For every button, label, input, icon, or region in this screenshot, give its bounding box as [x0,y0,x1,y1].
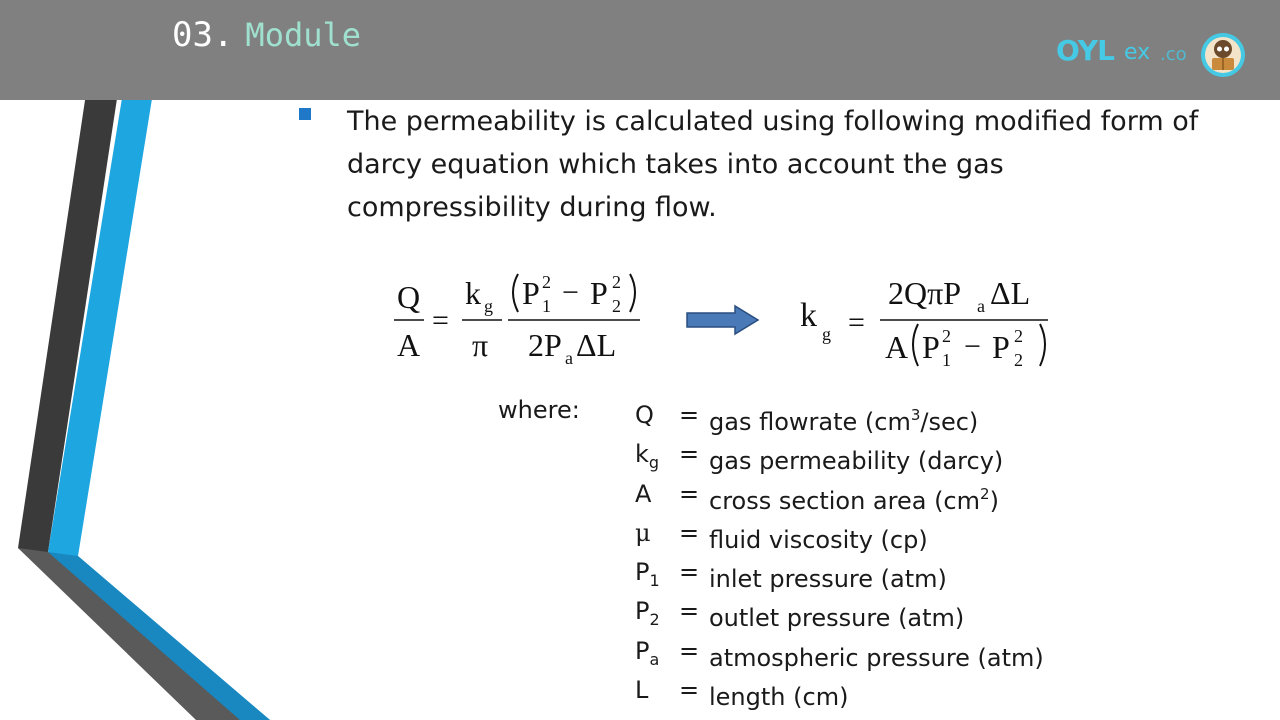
p2-symbol: P [590,275,608,311]
gray-lower-stripe [18,548,240,720]
right-paren-open [913,324,918,366]
den-p1: P [922,329,940,365]
p2-superscript: 2 [612,272,621,292]
darcy-equation [380,260,1080,380]
reading-owl-icon [1200,32,1246,78]
left-equals-sign: = [432,304,449,337]
kg-subscript: g [822,324,831,344]
den-minus: − [964,330,981,363]
k-subscript-g: g [484,296,493,316]
den-delta-l: ΔL [576,327,617,363]
where-label: where: [498,396,580,424]
definition-symbol: L [635,676,649,705]
num-2qpipa: 2QπP [888,275,962,311]
definition-symbol: A [635,479,652,508]
permeability-equation [800,275,1048,370]
p1-superscript: 2 [542,272,551,292]
den-p1-subscript: 1 [942,350,951,370]
brand-logo[interactable] [1056,30,1256,86]
definition-symbol: Q [635,401,654,429]
definition-description: outlet pressure (atm) [709,604,965,633]
page-title [172,14,361,55]
den-p1-superscript: 2 [942,326,951,346]
k-symbol: k [465,275,481,311]
blue-lower-band [48,552,270,720]
definition-equals: = [679,518,700,547]
definition-symbol: $P_1$ [635,558,660,591]
definition-equals: = [679,676,700,705]
logo-text-oy: OYL [1056,34,1114,67]
logo-text-co: .co [1160,44,1187,65]
bullet-marker [299,108,311,120]
bullet-paragraph: The permeability is calculated using following modified form of darcy equation which takes into account the gas compressibility during flow. [347,106,1199,223]
left-paren-close [630,274,635,312]
den-subscript-a: a [565,348,573,368]
definition-equals: = [679,401,700,429]
definition-equals: = [679,636,700,665]
left-paren-open [513,274,518,312]
definition-equals: = [679,440,700,469]
definition-description: fluid viscosity (cp) [709,525,928,554]
pi-symbol: π [472,327,489,363]
definition-description: atmospheric pressure (atm) [709,643,1044,672]
blue-stripe [48,0,270,720]
right-paren-close [1040,324,1045,366]
section-number: 03. [172,15,234,55]
definition-equals: = [679,479,700,508]
definition-description: length (cm) [709,683,849,712]
definition-description: inlet pressure (atm) [709,565,947,594]
definition-description: gas flowrate $(cm^3/\sec)$ [709,406,979,436]
p2-subscript: 2 [612,296,621,316]
definition-description: gas permeability (darcy) [709,447,1004,476]
num-subscript-a: a [977,296,985,316]
p1-symbol: P [522,275,540,311]
num-delta-l: ΔL [990,275,1031,311]
minus-sign: − [562,276,579,309]
definition-equals: = [679,558,700,587]
den-2pa: 2P [528,327,562,363]
right-equals-sign: = [848,306,865,339]
p1-subscript: 1 [542,296,551,316]
lhs-numerator-q: Q [397,279,421,315]
definition-equals: = [679,597,700,626]
den-p2-subscript: 2 [1014,350,1023,370]
kg-symbol: k [800,297,817,334]
den-p2: P [992,329,1010,365]
lhs-denominator-a: A [397,327,421,363]
den-a: A [885,329,909,365]
definition-symbol: $P_a$ [635,636,660,669]
modified-darcy-equation [394,272,640,368]
logo-text-ex: ex [1124,40,1151,65]
right-arrow-icon [687,306,758,334]
definition-symbol: $k_g$ [635,440,660,473]
den-p2-superscript: 2 [1014,326,1023,346]
definition-symbol: $P_2$ [635,597,660,630]
definition-symbol: μ [635,518,651,547]
definition-description: cross section area $(cm^2)$ [709,484,999,515]
section-title: Module [245,16,362,54]
